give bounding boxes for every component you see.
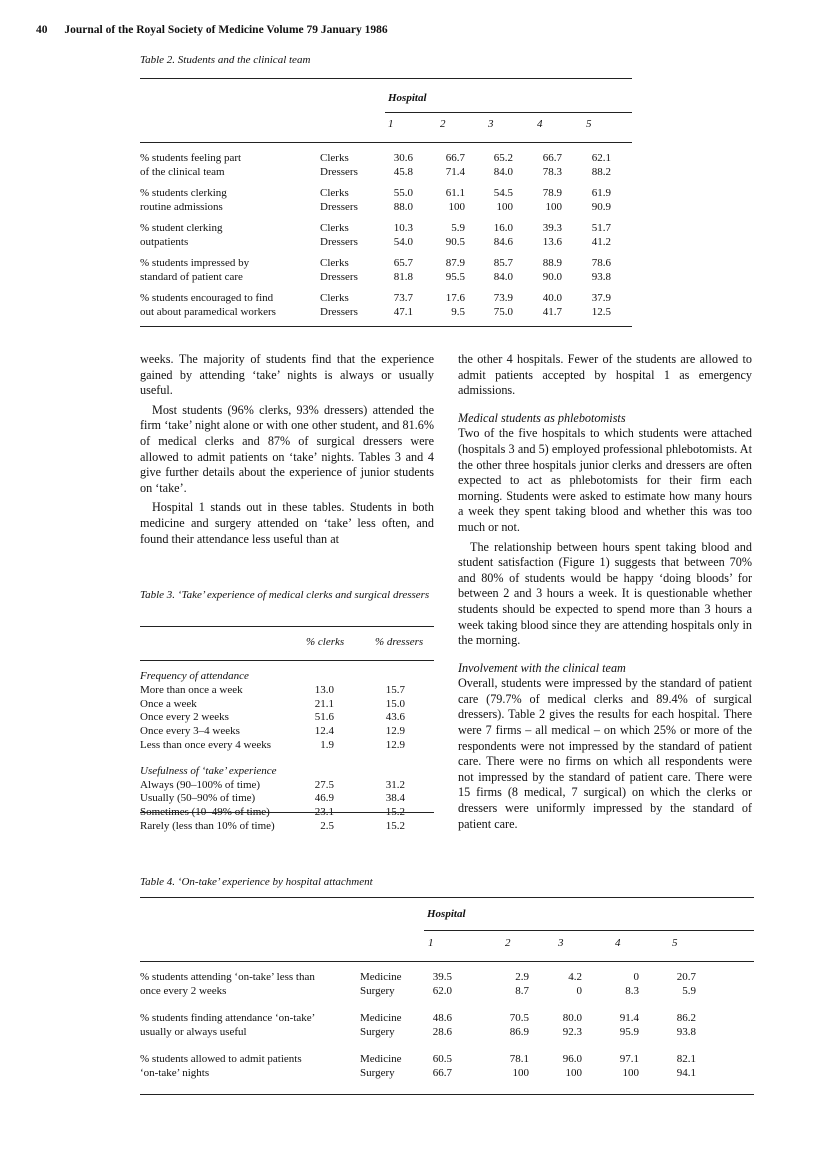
table2-row-label: routine admissions — [140, 201, 223, 213]
right-paragraph-2: Two of the five hospitals to which students were attached (hospitals 3 and 5) employed professional phlebotomists. At the other three hospitals junior clerks and dressers are often expected to act as phlebotomists for their firm each morning. Students were asked to estimate how many hours a week they spent taking blood and whether this was too much or not. — [458, 426, 752, 534]
right-column-text — [458, 352, 752, 836]
table4-group-label: Surgery — [360, 985, 395, 997]
table2-cell: 90.0 — [542, 271, 562, 283]
table2-cell: 66.7 — [542, 152, 562, 164]
table4-cell: 20.7 — [676, 971, 696, 983]
table3-row-label: Once every 2 weeks — [140, 711, 229, 724]
table3-cell: 12.9 — [385, 738, 405, 751]
table3-row-label: Once a week — [140, 697, 197, 710]
table2-cell: 87.9 — [445, 257, 465, 269]
table2-top-rule — [140, 78, 632, 79]
table2-cell: 100 — [545, 201, 562, 213]
table4-cell: 70.5 — [509, 1012, 529, 1024]
table4-cell: 95.9 — [619, 1026, 639, 1038]
table2-group-label: Dressers — [320, 236, 358, 248]
table3-row-label: Usually (50–90% of time) — [140, 792, 256, 805]
table4-cell: 8.7 — [515, 985, 529, 997]
table2-cell: 73.7 — [393, 292, 413, 304]
table4-group-label: Surgery — [360, 1067, 395, 1079]
table4-row-label: % students allowed to admit patients — [140, 1053, 302, 1065]
table2-cell: 78.6 — [591, 257, 611, 269]
table4-bottom-rule — [140, 1094, 754, 1095]
table4-cell: 5.9 — [682, 985, 696, 997]
table4-cell: 100 — [565, 1067, 582, 1079]
table2-cell: 47.1 — [393, 306, 413, 318]
table2-cell: 30.6 — [393, 152, 413, 164]
table2-cell: 62.1 — [591, 152, 611, 164]
table4-group-label: Medicine — [360, 1012, 402, 1024]
table4-hospital-4: 4 — [615, 937, 621, 949]
table4-cell: 78.1 — [509, 1053, 529, 1065]
table3-cell: 15.0 — [385, 697, 405, 710]
section-heading-phlebotomists: Medical students as phlebotomists — [458, 410, 626, 425]
table3-section-title: Usefulness of ‘take’ experience — [140, 764, 277, 777]
table3-cell: 13.0 — [314, 684, 334, 696]
table2-cell: 10.3 — [393, 222, 413, 234]
table4-row-label: % students attending ‘on-take’ less than — [140, 971, 315, 983]
table2-cell: 37.9 — [591, 292, 611, 304]
table2-cell: 100 — [496, 201, 513, 213]
table2-caption: Table 2. Students and the clinical team — [140, 54, 311, 66]
table2-group-label: Clerks — [320, 152, 349, 164]
right-paragraph-4: Overall, students were impressed by the standard of patient care (79.7% of medical clerks and 89.4% of surgical dressers). Table 2 gives the results for each hospital. There were 7 firms – all medical – on which 25% or more of the respondents were not impressed by the standard of patient care. There were no firms on which all respondents were not impressed by the standard of patient care. There were 15 firms (8 medical, 7 surgical) on which the clerks or dressers were uniformly impressed by the standard of patient care. — [458, 676, 752, 831]
table4-cell: 8.3 — [625, 985, 639, 997]
table2-cell: 84.6 — [493, 236, 513, 248]
table3-cell: 1.9 — [320, 738, 334, 751]
table4-hospital-rule — [424, 930, 754, 931]
table2-cell: 71.4 — [445, 166, 465, 178]
table2-cell: 78.3 — [542, 166, 562, 178]
table2-cell: 54.0 — [393, 236, 413, 248]
table4-top-rule — [140, 897, 754, 898]
table2-row-label: % students clerking — [140, 187, 227, 199]
table4-cell: 0 — [633, 971, 639, 983]
table4-hospital-3: 3 — [558, 937, 564, 949]
table3-caption: Table 3. ‘Take’ experience of medical clerks and surgical dressers — [140, 589, 430, 601]
table2-row-label: % students impressed by — [140, 257, 250, 269]
table4-cell: 100 — [622, 1067, 639, 1079]
table4-row-label: once every 2 weeks — [140, 985, 227, 997]
table3-row-label: Once every 3–4 weeks — [140, 725, 240, 738]
table3-row-label: Rarely (less than 10% of time) — [140, 819, 275, 832]
table4-cell: 82.1 — [676, 1053, 696, 1065]
table2-group-label: Clerks — [320, 222, 349, 234]
table3-col-dressers: % dressers — [375, 636, 424, 648]
table4-cell: 100 — [512, 1067, 529, 1079]
table2-header-rule — [140, 142, 632, 143]
table4-hospital-header — [140, 937, 754, 953]
table2-cell: 17.6 — [445, 292, 465, 304]
table4-cell: 80.0 — [562, 1012, 582, 1024]
table4-row-label: usually or always useful — [140, 1026, 247, 1038]
table2-cell: 90.9 — [591, 201, 611, 213]
table2-row-label: % students encouraged to find — [140, 292, 274, 304]
table2-cell: 45.8 — [393, 166, 413, 178]
journal-title: Journal of the Royal Society of Medicine Volume 79 January 1986 — [64, 24, 388, 36]
table2-hospital-label: Hospital — [388, 92, 427, 104]
table2-bottom-rule — [140, 326, 632, 327]
table2-group-label: Dressers — [320, 201, 358, 213]
table2-cell: 81.8 — [393, 271, 413, 283]
table2-cell: 61.1 — [445, 187, 465, 199]
table3-cell: 15.2 — [385, 805, 405, 818]
table3-cell: 27.5 — [314, 778, 334, 791]
table3-section-title: Frequency of attendance — [140, 670, 249, 682]
table4-cell: 91.4 — [619, 1012, 639, 1024]
running-header — [36, 24, 388, 36]
table3-row-label: Less than once every 4 weeks — [140, 738, 272, 751]
table2-cell: 12.5 — [591, 306, 611, 318]
table2-cell: 40.0 — [542, 292, 562, 304]
table4-cell: 86.9 — [509, 1026, 529, 1038]
table4-hospital-5: 5 — [672, 937, 678, 949]
table4-row-label: ‘on-take’ nights — [140, 1067, 210, 1079]
table3-cell: 12.4 — [314, 725, 334, 738]
table2-cell: 41.2 — [591, 236, 611, 248]
table4-header-rule — [140, 961, 754, 962]
table2-cell: 9.5 — [451, 306, 465, 318]
left-column-text — [140, 352, 434, 551]
table2-cell: 95.5 — [445, 271, 465, 283]
table2-cell: 100 — [448, 201, 465, 213]
table2-group-label: Clerks — [320, 187, 349, 199]
table2-cell: 65.2 — [493, 152, 513, 164]
table4-cell: 48.6 — [432, 1012, 452, 1024]
table2-row-label: % student clerking — [140, 222, 223, 234]
right-paragraph-1: the other 4 hospitals. Fewer of the students are allowed to admit patients accepted by hospital 1 as emergency admissions. — [458, 352, 752, 398]
table2-group-label: Dressers — [320, 306, 358, 318]
table3-cell: 51.6 — [314, 711, 334, 724]
table3-header-rule — [140, 660, 434, 661]
table2-hospital-rule — [385, 112, 632, 113]
table4-group-label: Medicine — [360, 1053, 402, 1065]
table2-cell: 78.9 — [542, 187, 562, 199]
table4-hospital-label: Hospital — [427, 908, 466, 920]
table4-cell: 96.0 — [562, 1053, 582, 1065]
table4-cell: 0 — [576, 985, 582, 997]
table2-group-label: Clerks — [320, 257, 349, 269]
table4-row-label: % students finding attendance ‘on-take’ — [140, 1012, 316, 1024]
table2-cell: 73.9 — [493, 292, 513, 304]
table2-group-label: Dressers — [320, 166, 358, 178]
table2-hospital-5: 5 — [586, 118, 592, 130]
right-paragraph-3: The relationship between hours spent taking blood and student satisfaction (Figure 1) suggests that between 70% and 80% of students would be happy ‘doing bloods’ for between 2 and 3 hours a week. It is questionable whether students should be expected to spend more than 3 hours a week taking blood since they are attending hospitals only in the morning. — [458, 539, 752, 648]
table3-cell: 46.9 — [314, 792, 334, 805]
table3-cell: 23.1 — [314, 805, 334, 818]
table3-cell: 15.2 — [385, 819, 405, 832]
table3-row-label: Sometimes (10–49% of time) — [140, 805, 270, 818]
table2-cell: 5.9 — [451, 222, 465, 234]
table4-cell: 66.7 — [432, 1067, 452, 1079]
table2-cell: 39.3 — [542, 222, 562, 234]
table2-cell: 41.7 — [542, 306, 562, 318]
table2-hospital-1: 1 — [388, 118, 394, 130]
table2-cell: 51.7 — [591, 222, 611, 234]
table2-group-label: Clerks — [320, 292, 349, 304]
table4-cell: 60.5 — [432, 1053, 452, 1065]
table2-cell: 84.0 — [493, 271, 513, 283]
table2-cell: 93.8 — [591, 271, 611, 283]
table4-hospital-2: 2 — [505, 937, 511, 949]
table2-row-label: outpatients — [140, 236, 189, 248]
table3-cell: 12.9 — [385, 725, 405, 738]
table3-top-rule — [140, 626, 434, 627]
left-paragraph-2: Most students (96% clerks, 93% dressers) attended the firm ‘take’ night alone or with one other student, and 81.6% of medical clerks and 87% of surgical dressers were allowed to admit patients on ‘take’ nights. Tables 3 and 4 give further details about the experience of junior students on ‘take’. — [140, 402, 434, 495]
table4-cell: 2.9 — [515, 971, 529, 983]
table2-cell: 88.2 — [591, 166, 611, 178]
table2-cell: 88.9 — [542, 257, 562, 269]
table3-col-clerks: % clerks — [306, 636, 345, 648]
table2-row-label: % students feeling part — [140, 152, 242, 164]
table2-cell: 84.0 — [493, 166, 513, 178]
table4-cell: 62.0 — [432, 985, 452, 997]
table4-group-label: Surgery — [360, 1026, 395, 1038]
table2-cell: 16.0 — [493, 222, 513, 234]
section-heading-clinical-team: Involvement with the clinical team — [458, 660, 626, 675]
table4-cell: 86.2 — [676, 1012, 696, 1024]
table2-cell: 88.0 — [393, 201, 413, 213]
table4-cell: 93.8 — [676, 1026, 696, 1038]
table2-row-label: out about paramedical workers — [140, 306, 276, 318]
table3-cell: 15.7 — [385, 684, 405, 696]
table4-cell: 28.6 — [432, 1026, 452, 1038]
table4-hospital-1: 1 — [428, 937, 434, 949]
table4-group-label: Medicine — [360, 971, 402, 983]
table2-hospital-4: 4 — [537, 118, 543, 130]
table4-cell: 92.3 — [562, 1026, 582, 1038]
left-paragraph-3: Hospital 1 stands out in these tables. Students in both medicine and surgery attended on ‘take’ less often, and found their attendance less useful than at — [140, 500, 434, 546]
table2-cell: 90.5 — [445, 236, 465, 248]
table2-cell: 55.0 — [393, 187, 413, 199]
table3-cell: 43.6 — [385, 711, 405, 724]
table3-cell: 21.1 — [314, 697, 334, 710]
table2-cell: 85.7 — [493, 257, 513, 269]
table4-cell: 4.2 — [568, 971, 582, 983]
table3-bottom-rule — [140, 812, 434, 813]
table2-group-label: Dressers — [320, 271, 358, 283]
table2-cell: 54.5 — [493, 187, 513, 199]
table2-row-label: standard of patient care — [140, 271, 243, 283]
table2-row-label: of the clinical team — [140, 166, 225, 178]
table4-cell: 94.1 — [676, 1067, 696, 1079]
table2-cell: 61.9 — [591, 187, 611, 199]
table3-cell: 31.2 — [385, 778, 405, 791]
table2-cell: 66.7 — [445, 152, 465, 164]
table3-row-label: Always (90–100% of time) — [140, 778, 261, 791]
table2-cell: 13.6 — [542, 236, 562, 248]
table4-cell: 97.1 — [619, 1053, 639, 1065]
table2-hospital-3: 3 — [488, 118, 494, 130]
table4-cell: 39.5 — [432, 971, 452, 983]
table2-cell: 75.0 — [493, 306, 513, 318]
table2-cell: 65.7 — [393, 257, 413, 269]
table3-cell: 2.5 — [320, 819, 334, 832]
table3-cell: 38.4 — [385, 792, 405, 805]
page-number: 40 — [36, 24, 48, 36]
table4-caption: Table 4. ‘On-take’ experience by hospital attachment — [140, 876, 373, 888]
table2-hospital-2: 2 — [440, 118, 446, 130]
table3-row-label: More than once a week — [140, 684, 243, 696]
left-paragraph-1: weeks. The majority of students find that the experience gained by attending ‘take’ nights is always or usually useful. — [140, 352, 434, 398]
table2-hospital-header — [140, 118, 632, 134]
